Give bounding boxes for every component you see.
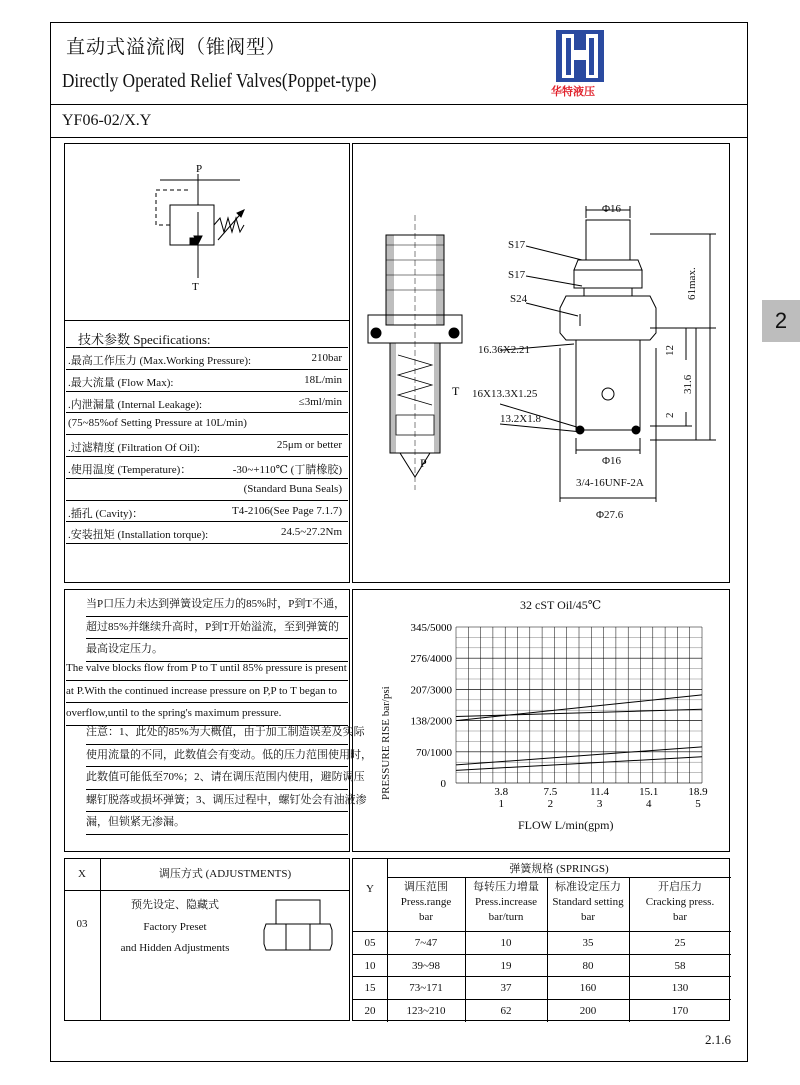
springs-cell: 80	[582, 959, 594, 972]
springs-cell: 10	[500, 937, 512, 949]
x-tick-label-gpm: 2	[547, 798, 554, 810]
springs-header: 开启压力	[658, 881, 702, 893]
dim-d-bottom: Φ16	[602, 455, 622, 467]
y-tick-label: 276/4000	[410, 653, 452, 666]
spec-row	[66, 478, 348, 500]
springs-cell: 20	[364, 1005, 376, 1018]
hydraulic-symbol	[140, 160, 260, 300]
x-tick-label: 15.1	[639, 786, 659, 798]
x-tick-label: 7.5	[543, 786, 558, 798]
section-port-p: P	[420, 456, 427, 470]
dim-d-outer: Φ27.6	[596, 509, 624, 521]
chart-y-label: PRESSURE RISE bar/psi	[380, 686, 392, 800]
chart-title: 32 cST Oil/45℃	[520, 598, 602, 612]
spec-row	[66, 347, 348, 369]
springs-cell: 37	[500, 982, 512, 995]
spec-value: 25μm or better	[276, 439, 342, 452]
page-number: 2.1.6	[705, 1032, 731, 1047]
dim-h3: 2	[664, 412, 676, 418]
description-line: overflow,until to the spring's maximum pressure.	[66, 703, 348, 726]
divider	[50, 137, 748, 138]
springs-header: bar	[672, 911, 688, 923]
spec-value: -30~+110℃ (丁腈橡胶)	[232, 464, 342, 476]
springs-header: Press.range	[400, 896, 452, 908]
description-chinese	[66, 594, 348, 662]
springs-header: 调压范围	[404, 881, 448, 893]
dim-d-top: Φ16	[602, 203, 622, 215]
adjustment-desc-en2: and Hidden Adjustments	[120, 942, 230, 954]
y-tick-label: 345/5000	[410, 622, 452, 634]
x-tick-label: 3.8	[494, 786, 509, 798]
title-chinese: 直动式溢流阀（锥阀型）	[66, 37, 287, 58]
pressure-rise-chart	[352, 589, 730, 852]
springs-cell: 05	[364, 937, 376, 949]
spec-row	[66, 369, 348, 391]
description-line: 螺钉脱落或损坏弹簧；3、调压过程中，螺钉处会有油液渗	[86, 790, 348, 813]
divider	[50, 104, 748, 105]
description-line: The valve blocks flow from P to T until 85% pressure is present	[66, 658, 348, 681]
spec-label: .最大流量 (Flow Max):	[68, 376, 174, 389]
spec-value: 18L/min	[304, 373, 342, 386]
springs-cell: 58	[674, 959, 686, 972]
divider	[353, 954, 731, 955]
springs-cell: 170	[671, 1005, 689, 1018]
y-tick-label: 138/2000	[410, 715, 452, 728]
adjustment-desc-cn: 预先设定、隐藏式	[131, 899, 219, 911]
adjustments-title: 调压方式 (ADJUSTMENTS)	[158, 868, 292, 880]
description-line: 最高设定压力。	[86, 639, 348, 662]
spec-label: .使用温度 (Temperature)：	[68, 464, 192, 476]
dim-h2: 31.6	[682, 374, 694, 394]
springs-cell: 123~210	[406, 1005, 446, 1018]
chart-x-label: FLOW L/min(gpm)	[518, 818, 614, 832]
springs-cell: 10	[364, 959, 376, 972]
spec-value: T4-2106(See Page 7.1.7)	[232, 504, 342, 517]
spec-row	[66, 521, 348, 543]
dim-oring2: 16X13.3X1.25	[472, 388, 538, 400]
springs-header: bar	[580, 911, 596, 923]
y-tick-label: 207/3000	[410, 684, 452, 697]
springs-cell: 19	[500, 959, 512, 972]
spec-row	[66, 456, 348, 478]
springs-cell: 39~98	[412, 959, 440, 972]
spec-row	[66, 434, 348, 456]
description-line: 当P口压力未达到弹簧设定压力的85%时，P到T不通，	[86, 594, 348, 617]
dim-s24: S24	[510, 293, 528, 305]
port-p-label: P	[196, 163, 203, 175]
description-line: 使用流量的不同，此数值会有变动。低的压力范围使用时，	[86, 745, 348, 768]
springs-cell: 35	[582, 937, 594, 949]
springs-cell: 62	[500, 1005, 512, 1018]
description-english	[66, 658, 348, 726]
adjustment-cap-icon	[262, 898, 334, 954]
y-tick-label: 70/1000	[415, 746, 452, 759]
spec-label: .内泄漏量 (Internal Leakage):	[68, 398, 203, 411]
x-tick-label: 0	[440, 778, 446, 790]
spec-value: 24.5~27.2Nm	[281, 526, 342, 539]
spec-label: .最高工作压力 (Max.Working Pressure):	[68, 355, 252, 367]
brand-logo	[556, 30, 604, 82]
springs-cell: 7~47	[414, 937, 438, 949]
divider	[66, 543, 348, 544]
dim-oring1: 16.36X2.21	[478, 344, 530, 356]
x-tick-label-gpm: 4	[646, 798, 652, 810]
divider	[64, 890, 350, 891]
port-t-label: T	[192, 281, 199, 293]
section-port-t: T	[452, 384, 460, 398]
dim-oring3: 13.2X1.8	[500, 413, 541, 425]
dim-height-total: 61max.	[686, 267, 698, 300]
springs-header: 标准设定压力	[555, 881, 621, 893]
springs-header: Press.increase	[474, 896, 537, 908]
spec-value: 210bar	[311, 352, 342, 364]
divider	[353, 931, 731, 932]
spec-value: (Standard Buna Seals)	[243, 482, 342, 495]
title-english: Directly Operated Relief Valves(Poppet-type)	[62, 70, 377, 92]
specs-heading: 技术参数 Specifications:	[78, 332, 211, 347]
springs-header: Cracking press.	[645, 896, 715, 908]
divider	[387, 877, 731, 878]
description-line: 此数值可能低至70%；2、请在调压范围内使用，避防调压	[86, 767, 348, 790]
adjustment-desc-en1: Factory Preset	[143, 921, 207, 933]
dim-s17a: S17	[508, 239, 526, 251]
adjustments-col-x: X	[78, 868, 86, 880]
dim-thread: 3/4-16UNF-2A	[576, 477, 644, 489]
spec-label: .安装扭矩 (Installation torque):	[68, 529, 209, 542]
springs-title: 弹簧规格 (SPRINGS)	[509, 863, 609, 875]
spec-label: .插孔 (Cavity)：	[68, 507, 144, 520]
dim-h1: 12	[664, 345, 676, 356]
page-section-tab: 2	[762, 300, 800, 342]
dim-s17b: S17	[508, 269, 526, 281]
divider	[353, 976, 731, 977]
divider	[100, 858, 101, 1021]
springs-header: 每转压力增量	[473, 881, 539, 893]
x-tick-label-gpm: 5	[695, 798, 701, 810]
description-notes	[66, 722, 372, 835]
brand-name: 华特液压	[551, 85, 595, 98]
spec-label: (75~85%of Setting Pressure at 10L/min)	[68, 417, 247, 430]
x-tick-label: 11.4	[590, 786, 610, 798]
model-number: YF06-02/X.Y	[62, 112, 152, 129]
divider	[353, 999, 731, 1000]
description-line: 超过85%并继续升高时，P到T开始溢流，至到弹簧的	[86, 617, 348, 640]
springs-cell: 160	[579, 982, 597, 995]
x-tick-label: 18.9	[688, 786, 708, 798]
x-tick-label-gpm: 1	[498, 798, 504, 810]
spec-value: ≤3ml/min	[298, 395, 342, 408]
divider	[64, 320, 350, 321]
springs-cell: 25	[674, 937, 686, 949]
springs-cell: 130	[671, 982, 689, 995]
springs-cell: 73~171	[409, 982, 443, 995]
springs-cell: 200	[579, 1005, 597, 1018]
spec-label: .过滤精度 (Filtration Of Oil):	[68, 442, 200, 455]
adjustment-code: 03	[76, 918, 88, 930]
springs-header: bar	[418, 911, 434, 923]
springs-header: bar/turn	[488, 911, 524, 923]
description-line: 注意：1、此处的85%为大概值，由于加工制造误差及实际	[86, 722, 348, 745]
spec-row	[66, 412, 348, 434]
springs-table	[352, 858, 730, 1021]
springs-header: Standard setting	[552, 896, 624, 908]
description-line: 漏，但锁紧无渗漏。	[86, 812, 348, 835]
springs-col-y: Y	[366, 883, 374, 895]
spec-row	[66, 500, 348, 522]
spec-row	[66, 391, 348, 413]
x-tick-label-gpm: 3	[596, 798, 603, 810]
description-line: at P.With the continued increase pressure on P,P to T began to	[66, 681, 348, 704]
springs-cell: 15	[364, 982, 376, 995]
valve-section-drawing	[360, 215, 470, 495]
